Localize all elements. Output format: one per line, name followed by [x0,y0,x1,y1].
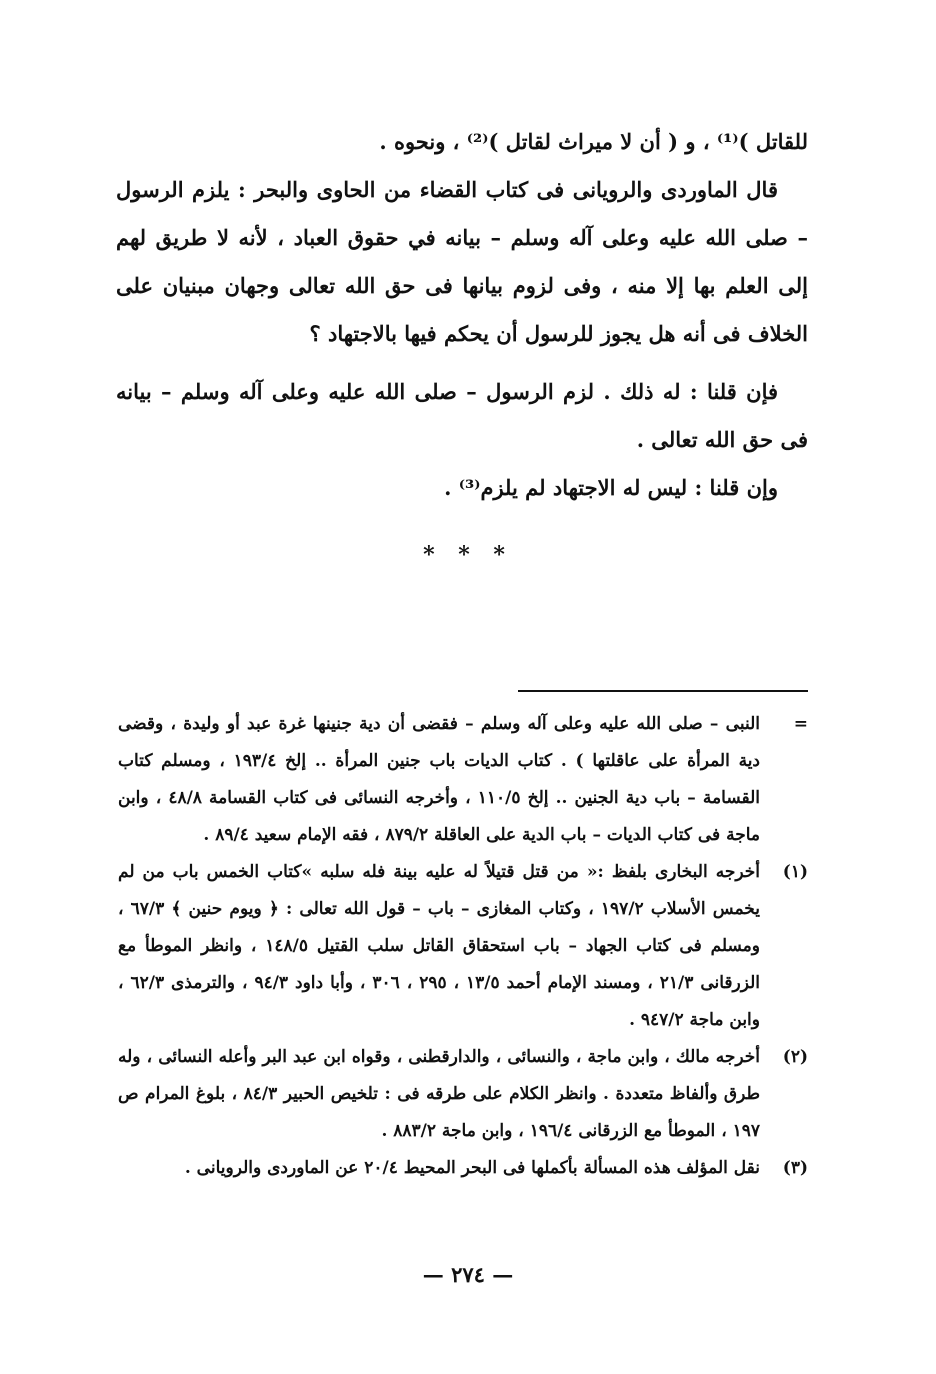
footnote-text: أخرجه البخارى بلفظ :« من قتل قتيلاً له عليه بينة فله سلبه »كتاب الخمس باب من لم يخمس الأسلاب ١٩٧/٢ ، وكتاب المغازى – باب – قول الله تعالى : ﴿ ويوم حنين ﴾ ٦٧/٣ ، ومسلم فى كتاب الجهاد – باب استحقاق القاتل سلب القتيل ١٤٨/٥ ، وانظر الموطأ مع الزرقانى ٢١/٣ ، ومسند الإمام أحمد ١٣/٥ ، ٢٩٥ ، ٣٠٦ ، وأبا داود ٩٤/٣ ، والترمذى ٦٢/٣ ، وابن ماجة ٩٤٧/٢ . [118,862,761,1030]
footnote-text: نقل المؤلف هذه المسألة بأكملها فى البحر المحيط ٢٠/٤ عن الماوردى والرويانى . [184,1158,760,1178]
footnote-text: أخرجه مالك ، وابن ماجة ، والنسائى ، والدارقطنى ، وقواه ابن عبد البر وأعله النسائى ، وله طرق وألفاظ متعددة . وانظر الكلام على طرقه فى : تلخيص الحبير ٨٤/٣ ، بلوغ المرام ص ١٩٧ ، الموطأ مع الزرقانى ١٩٦/٤ ، وابن ماجة ٨٨٣/٢ . [118,1047,760,1141]
footnote-1 [118,854,808,1039]
paragraph-3: فإن قلنا : له ذلك . لزم الرسول – صلى الله عليه وعلى آله وسلم – بيانه فى حق الله تعالى . [116,379,808,452]
footnote-marker: = [793,714,808,734]
footnote-2 [118,1039,808,1150]
footnote-marker: (٢) [782,1047,808,1067]
footnotes [118,706,808,1187]
paragraph-2: قال الماوردى والرويانى فى كتاب القضاء من الحاوى والبحر : يلزم الرسول – صلى الله عليه وعلى آله وسلم – بيانه في حقوق العباد ، لأنه لا طريق لهم إلى العلم بها إلا منه ، وفى لزوم بيانها فى حق الله تعالى وجهان مبنيان على الخلاف فى أنه هل يجوز للرسول أن يحكم فيها بالاجتهاد ؟ [116,177,808,346]
paragraph-1: للقاتل )⁽¹⁾ ، و ( أن لا ميراث لقاتل )⁽²⁾ ، ونحوه . [379,129,808,154]
section-separator: * * * [423,542,513,568]
main-text [116,118,808,512]
paragraph-4: وإن قلنا : ليس له الاجتهاد لم يلزم⁽³⁾ . [444,475,778,500]
footnote-marker: (٣) [782,1158,808,1178]
footnote-text: النبى – صلى الله عليه وعلى آله وسلم – فقضى أن دية جنينها غرة عبد أو وليدة ، وقضى دية المرأة على عاقلتها ) . كتاب الديات باب جنين المرأة .. إلخ ١٩٣/٤ ، ومسلم كتاب القسامة – باب دية الجنين .. إلخ ١١٠/٥ ، وأخرجه النسائى فى كتاب القسامة ٤٨/٨ ، وابن ماجة فى كتاب الديات – باب الدية على العاقلة ٨٧٩/٢ ، فقه الإمام سعيد ٨٩/٤ . [118,714,760,845]
footnote-3 [118,1150,808,1187]
page-number: — ٢٧٤ — [422,1262,514,1287]
footnote-divider [518,690,808,692]
footnote-continuation [118,706,808,854]
footnote-marker: (١) [782,862,808,882]
